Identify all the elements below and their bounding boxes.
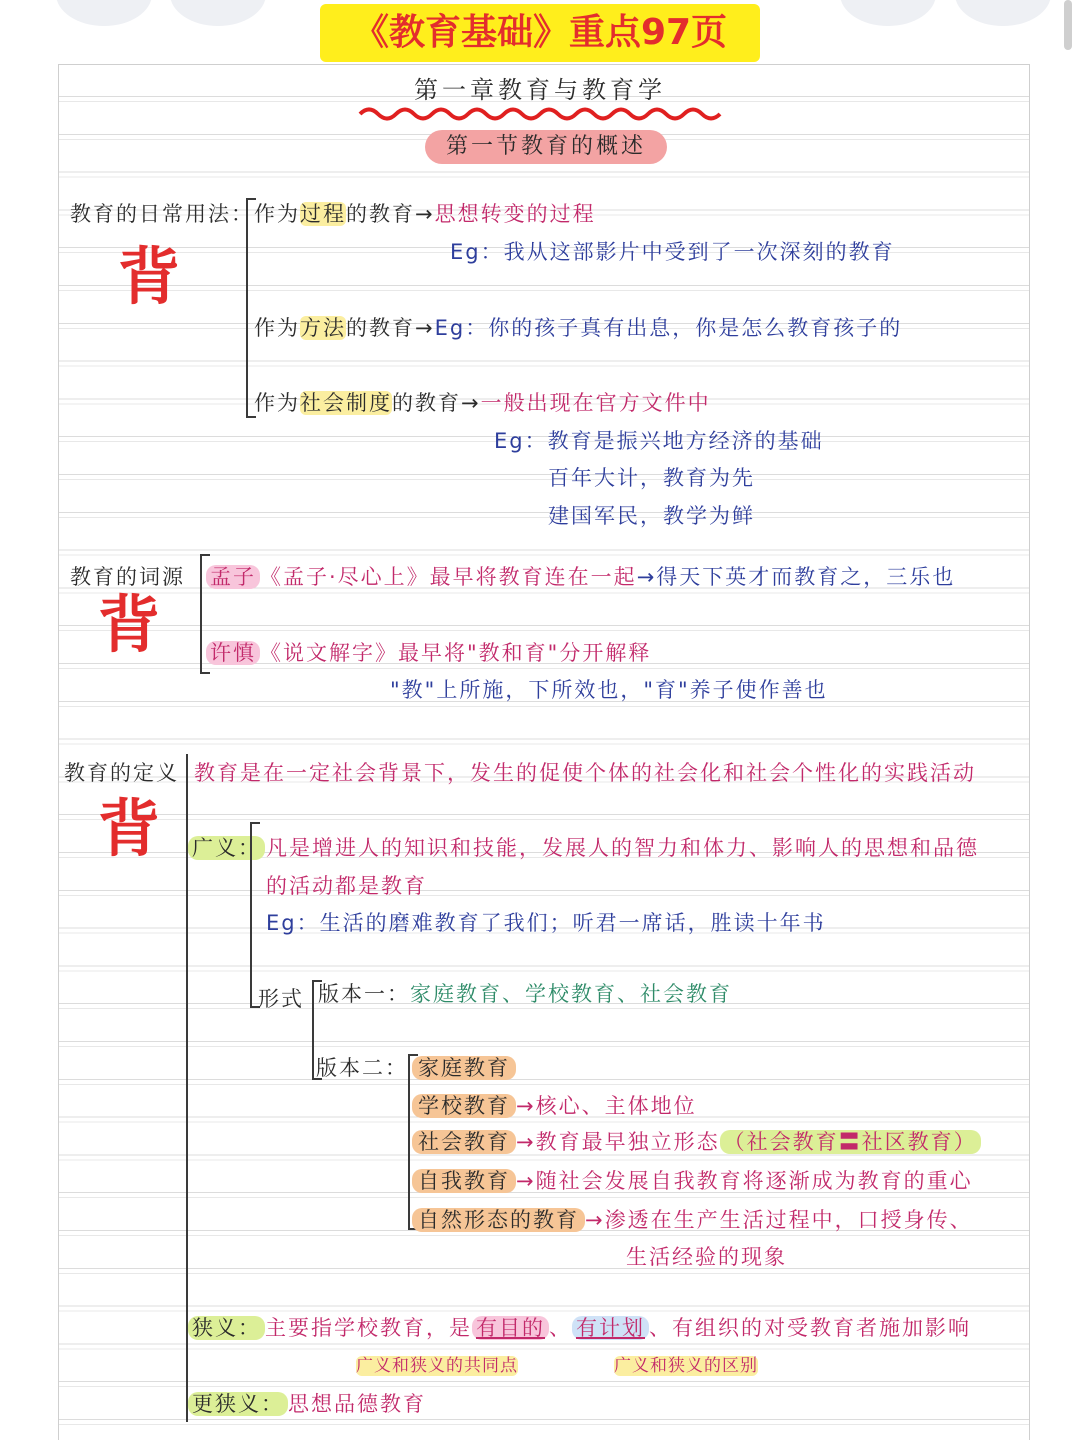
version-one-line xyxy=(318,980,732,1008)
narrow-label: 狭义： xyxy=(188,1316,265,1340)
note-common: 广义和狭义的共同点 xyxy=(356,1356,518,1376)
v2-item-name: 家庭教育 xyxy=(412,1056,516,1080)
etymology-xushen-name: 许慎 xyxy=(206,641,260,665)
narrow-text-post: 、有组织的对受教育者施加影响 xyxy=(649,1316,971,1340)
v2-item-name: 自我教育 xyxy=(412,1169,516,1193)
broad-bracket xyxy=(250,822,260,1008)
usage-process-prefix: 作为 xyxy=(254,202,300,226)
decor-bubble xyxy=(955,0,1051,26)
wavy-underline xyxy=(358,104,724,124)
chapter-heading: 第一章教育与教育学 xyxy=(414,76,666,104)
usage-system-keyword: 社会制度 xyxy=(300,391,392,415)
decor-bubble xyxy=(56,0,152,26)
usage-bracket xyxy=(246,198,256,418)
narrower-label: 更狭义： xyxy=(188,1392,288,1416)
narrow-separator: 、 xyxy=(549,1316,572,1340)
usage-system-example-1: Eg：教育是振兴地方经济的基础 xyxy=(494,429,824,453)
usage-system-mid: 的教育→ xyxy=(392,391,481,415)
scrollbar[interactable] xyxy=(1064,0,1072,50)
social-community-note: （社会教育〓社区教育） xyxy=(720,1130,981,1154)
usage-method-mid: 的教育→ xyxy=(346,316,435,340)
v2-item-name: 自然形态的教育 xyxy=(412,1208,585,1232)
broad-text-2: 的活动都是教育 xyxy=(266,874,427,898)
etymology-mencius-quote: →得天下英才而教育之，三乐也 xyxy=(636,565,956,589)
etymology-mencius-text: 《孟子·尽心上》最早将教育连在一起 xyxy=(260,565,637,589)
memorize-stamp: 背 xyxy=(118,240,181,313)
narrower-line xyxy=(188,1390,426,1418)
usage-method-example: Eg：你的孩子真有出息，你是怎么教育孩子的 xyxy=(434,316,903,340)
etymology-mencius-line xyxy=(206,563,955,591)
etymology-mencius-name: 孟子 xyxy=(206,565,260,589)
v2-item xyxy=(412,1128,981,1156)
version-one-text: 家庭教育、学校教育、社会教育 xyxy=(410,982,732,1006)
usage-method-line xyxy=(254,314,902,342)
note-diff: 广义和狭义的区别 xyxy=(614,1356,758,1376)
definition-main: 教育是在一定社会背景下，发生的促使个体的社会化和社会个性化的实践活动 xyxy=(194,761,976,785)
v2-item xyxy=(412,1167,973,1195)
v2-item xyxy=(412,1092,697,1120)
usage-system-line xyxy=(254,389,711,417)
v2-item-desc: →教育最早独立形态 xyxy=(516,1130,720,1154)
page-title: 《教育基础》重点97页 xyxy=(320,4,760,62)
v2-item-desc: →渗透在生产生活过程中，口授身传、 xyxy=(585,1208,973,1232)
v2-item-name: 学校教育 xyxy=(412,1094,516,1118)
v2-item xyxy=(412,1206,973,1234)
version-one-label: 版本一： xyxy=(318,982,410,1006)
usage-system-prefix: 作为 xyxy=(254,391,300,415)
usage-system-example-2: 百年大计，教育为先 xyxy=(548,466,755,490)
usage-process-example: Eg：我从这部影片中受到了一次深刻的教育 xyxy=(450,240,895,264)
narrower-text: 思想品德教育 xyxy=(288,1392,426,1416)
broad-text-1: 凡是增进人的知识和技能，发展人的智力和体力、影响人的思想和品德 xyxy=(266,836,979,860)
narrow-text-pre: 主要指学校教育，是 xyxy=(265,1316,472,1340)
etymology-xushen-quote: "教"上所施，下所效也，"育"养子使作善也 xyxy=(390,678,828,702)
decor-bubble xyxy=(840,0,936,26)
narrow-purpose: 有目的 xyxy=(472,1316,549,1340)
natural-form-continued: 生活经验的现象 xyxy=(626,1245,787,1269)
usage-method-prefix: 作为 xyxy=(254,316,300,340)
v2-item-desc: →随社会发展自我教育将逐渐成为教育的重心 xyxy=(516,1169,973,1193)
narrow-plan: 有计划 xyxy=(572,1316,649,1340)
usage-system-desc: 一般出现在官方文件中 xyxy=(480,391,711,415)
broad-example: Eg：生活的磨难教育了我们；听君一席话，胜读十年书 xyxy=(266,911,826,935)
forms-label: 形式 xyxy=(258,987,304,1011)
usage-system-example-3: 建国军民，教学为鲜 xyxy=(548,504,755,528)
etymology-label: 教育的词源 xyxy=(70,565,185,589)
decor-bubble xyxy=(170,0,266,26)
version-two-label: 版本二： xyxy=(316,1056,408,1080)
definition-label: 教育的定义 xyxy=(64,761,179,785)
note-common-wrap xyxy=(356,1352,518,1380)
usage-label: 教育的日常用法： xyxy=(70,202,254,226)
usage-process-desc: 思想转变的过程 xyxy=(434,202,596,226)
note-diff-wrap xyxy=(614,1352,758,1380)
usage-method-keyword: 方法 xyxy=(300,316,346,340)
v2-item xyxy=(412,1054,516,1082)
memorize-stamp: 背 xyxy=(98,792,161,865)
v2-item-desc: →核心、主体地位 xyxy=(516,1094,697,1118)
section-heading: 第一节教育的概述 xyxy=(425,130,667,164)
etymology-xushen-line xyxy=(206,639,651,667)
etymology-xushen-text: 《说文解字》最早将"教和育"分开解释 xyxy=(260,641,652,665)
usage-process-line xyxy=(254,200,596,228)
broad-label: 广义： xyxy=(188,836,265,860)
v2-item-name: 社会教育 xyxy=(412,1130,516,1154)
usage-process-keyword: 过程 xyxy=(300,202,346,226)
narrow-line xyxy=(188,1314,971,1342)
usage-process-mid: 的教育→ xyxy=(346,202,435,226)
memorize-stamp: 背 xyxy=(98,588,161,661)
